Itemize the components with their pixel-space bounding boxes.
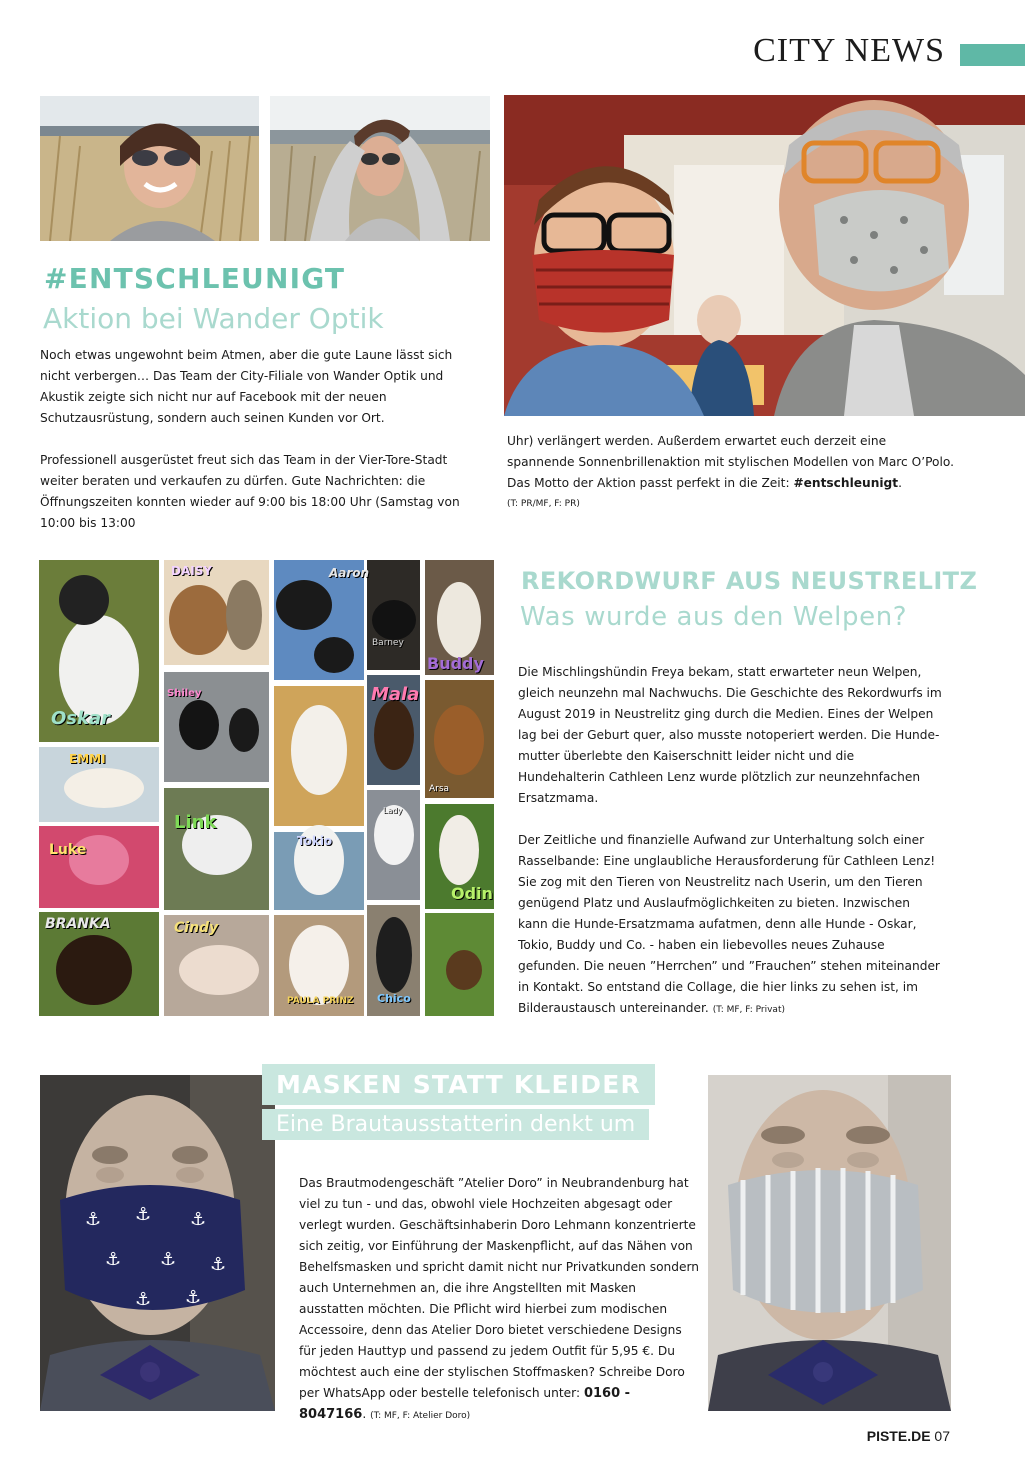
article2-title: REKORDWURF AUS NEUSTRELITZ (521, 567, 978, 595)
collage-label-odin: Odin (451, 884, 493, 903)
collage-label-mala: Mala (371, 684, 420, 705)
collage-label-daisy: DAISY (171, 564, 213, 578)
svg-text:⚓: ⚓ (190, 1209, 207, 1230)
article3-period: . (362, 1407, 371, 1421)
article1-period: . (898, 476, 902, 490)
collage-label-arsa: Arsa (429, 784, 450, 794)
photo-woman-sunglasses-1 (40, 96, 259, 241)
article1-body-left (40, 345, 478, 534)
article3-subtitle-box (262, 1109, 649, 1140)
accent-bar (960, 44, 1025, 66)
collage-label-tokio: Tokio (297, 834, 333, 848)
svg-text:⚓: ⚓ (135, 1289, 152, 1310)
article3-subtitle: Eine Brautausstatterin denkt um (276, 1112, 636, 1137)
article3-credit: (T: MF, F: Atelier Doro) (370, 1411, 471, 1421)
collage-label-emmi: EMMI (69, 752, 106, 766)
page-footer (867, 1428, 950, 1444)
collage-label-paula-prinz: PAULA PRINZ (287, 996, 354, 1006)
article1-paragraph-3-text: Uhr) verlängert werden. Außerdem erwartet euch derzeit eine spannende Sonnenbrillenaktion mit stylischen Modellen von Marc O’Polo. Das Motto der Aktion passt perfekt in die Zeit: (507, 434, 954, 490)
photo-mannequin-anchor-mask (40, 1075, 275, 1411)
article2-subtitle: Was wurde aus den Welpen? (520, 602, 908, 632)
collage-label-aaron: Aaron (329, 566, 370, 580)
article1-paragraph-1: Noch etwas ungewohnt beim Atmen, aber die gute Laune lässt sich nicht verbergen… Das Team der City-Filiale von Wander Optik und Akustik zeigte sich nicht nur auf Facebook mit der neuen Schutzausrüstung, sondern auch seinen Kunden vor Ort. (40, 348, 453, 425)
collage-label-luke: Luke (49, 842, 87, 858)
page-number: 07 (934, 1428, 950, 1444)
article1-paragraph-3 (507, 431, 957, 494)
svg-text:⚓: ⚓ (160, 1249, 177, 1270)
article3-title: MASKEN STATT KLEIDER (276, 1070, 641, 1099)
svg-text:⚓: ⚓ (185, 1287, 202, 1308)
collage-label-barney: Barney (372, 638, 404, 648)
photo-mannequin-striped-mask (708, 1075, 951, 1411)
article2-paragraph-2-text: Der Zeitliche und finanzielle Aufwand zur Unterhaltung solch einer Rasselbande: Eine unglaubliche Herausforderung für Cathleen Lenz! Sie zog mit den Tieren von Neustrelitz nach Userin, um den Tieren genügend Platz und Auslaufmöglichkeiten zu bieten. Inzwischen kann die Hunde-Ersatzmama aufatmen, denn alle Hunde - Oskar, Tokio, Buddy und Co. - haben ein liebevolles neues Zuhause gefunden. Die neuen ”Herrchen” und ”Frauchen” stehen miteinander in Kontakt. So entstand die Collage, die hier links zu sehen ist, im Bilderaustausch untereinander. (518, 833, 940, 1015)
collage-label-shiley: Shiley (167, 688, 202, 699)
svg-text:⚓: ⚓ (85, 1209, 102, 1230)
section-title: CITY NEWS (753, 32, 945, 69)
article3-paragraph (299, 1173, 699, 1427)
svg-text:⚓: ⚓ (135, 1204, 152, 1225)
collage-label-cindy: Cindy (174, 920, 219, 936)
article3-paragraph-text: Das Brautmodengeschäft ”Atelier Doro” in Neubrandenburg hat viel zu tun - und das, obwohl viele Hochzeiten abgesagt oder verlegt wurden. Geschäftsinhaberin Doro Lehmann konzentrierte sich zeitig, vor Einführung der Maskenpflicht, auf das Nähen von Behelfsmasken und spricht damit nicht nur Privatkunden sondern auch Unternehmen an, die ihre Angstellten mit Masken ausstatten möchten. Die Pflicht wird hierbei zum modischen Accessoire, denn das Atelier Doro bietet verschiedene Designs für jeden Hauttyp und passend zu jedem Outfit für 5,95 €. Du möchtest auch eine der stylischen Stoffmasken? Schreibe Doro per WhatsApp oder bestelle telefonisch unter: (299, 1176, 700, 1400)
photo-opticians-with-masks (504, 95, 1025, 416)
footer-brand: PISTE.DE (866, 1428, 931, 1444)
article1-paragraph-2: Professionell ausgerüstet freut sich das Team in der Vier-Tore-Stadt weiter beraten und verkaufen zu dürfen. Gute Nachrichten: die Öffnungszeiten konnten wieder auf 9:00 bis 18:00 Uhr (Samstag von 10:00 bis 13:00 (40, 453, 460, 530)
article3-body (299, 1173, 699, 1427)
article2-paragraph-1: Die Mischlingshündin Freya bekam, statt erwarteter neun Welpen, gleich neunzehn mal Nachwuchs. Die Geschichte des Rekordwurfs im August 2019 in Neustrelitz ging durch die Medien. Eines der Welpen lag bei der Geburt quer, also musste notoperiert werden. Die Hunde-mutter überlebte den Kaiserschnitt leider nicht und die Hundehalterin Cathleen Lenz wurde plötzlich zur neunzehnfachen Ersatzmama. (518, 665, 942, 805)
article3-title-box (262, 1064, 655, 1105)
article1-credit: (T: PR/MF, F: PR) (507, 499, 580, 509)
article3-phone: 0160 - 8047166 (299, 1386, 631, 1422)
article1-body-right (507, 431, 957, 515)
dog-collage (39, 560, 494, 1016)
svg-text:⚓: ⚓ (210, 1254, 227, 1275)
article2-body (518, 662, 943, 1021)
article1-title: #ENTSCHLEUNIGT (44, 262, 346, 295)
article2-paragraph-2 (518, 830, 943, 1021)
collage-label-buddy: Buddy (427, 654, 484, 673)
collage-label-chico: Chico (377, 992, 411, 1005)
article2-credit: (T: MF, F: Privat) (712, 1005, 785, 1015)
svg-text:⚓: ⚓ (105, 1249, 122, 1270)
article1-hashtag: #entschleunigt (793, 476, 899, 490)
collage-label-branka: BRANKA (45, 916, 111, 932)
collage-label-oskar: Oskar (51, 708, 111, 729)
collage-label-lady: Lady (383, 806, 403, 815)
photo-woman-sunglasses-2 (270, 96, 490, 241)
article1-subtitle: Aktion bei Wander Optik (43, 302, 384, 335)
collage-label-link: Link (174, 812, 217, 833)
